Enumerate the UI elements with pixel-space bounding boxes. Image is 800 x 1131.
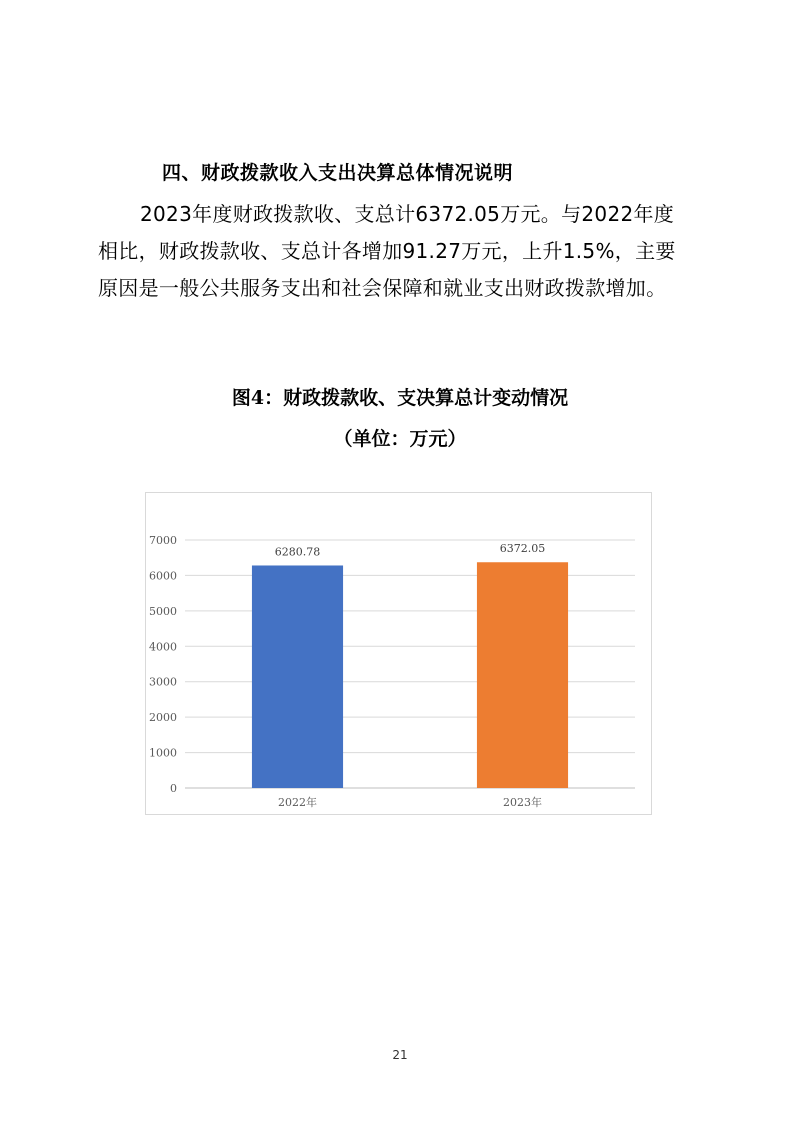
figure-title: 图4：财政拨款收、支决算总计变动情况 (231, 387, 569, 409)
section-heading: 四、财政拨款收入支出决算总体情况说明 (162, 162, 514, 184)
body-paragraph (98, 196, 718, 307)
data-label: 6280.78 (274, 545, 321, 559)
x-tick-label: 2022年 (278, 796, 317, 809)
bar-chart (145, 492, 652, 815)
y-tick-label: 4000 (149, 640, 177, 654)
y-tick-label: 5000 (149, 604, 177, 618)
y-tick-label: 7000 (149, 534, 177, 547)
y-tick-label: 0 (170, 782, 177, 795)
y-tick-label: 1000 (149, 746, 177, 760)
paragraph-line: 原因是一般公共服务支出和社会保障和就业支出财政拨款增加。 (98, 276, 667, 300)
bar (252, 565, 343, 788)
bar (477, 562, 568, 788)
x-tick-label: 2023年 (503, 796, 542, 809)
paragraph-line: 相比，财政拨款收、支总计各增加91.27万元，上升1.5%，主要 (98, 239, 676, 263)
paragraph-line: 2023年度财政拨款收、支总计6372.05万元。与2022年度 (140, 202, 675, 226)
y-tick-label: 3000 (149, 675, 177, 689)
data-label: 6372.05 (499, 542, 546, 556)
y-tick-label: 2000 (149, 711, 177, 725)
y-tick-label: 6000 (149, 569, 177, 583)
figure-subtitle: （单位：万元） (333, 428, 467, 450)
page-number: 21 (392, 1048, 408, 1062)
chart-svg (146, 493, 651, 814)
